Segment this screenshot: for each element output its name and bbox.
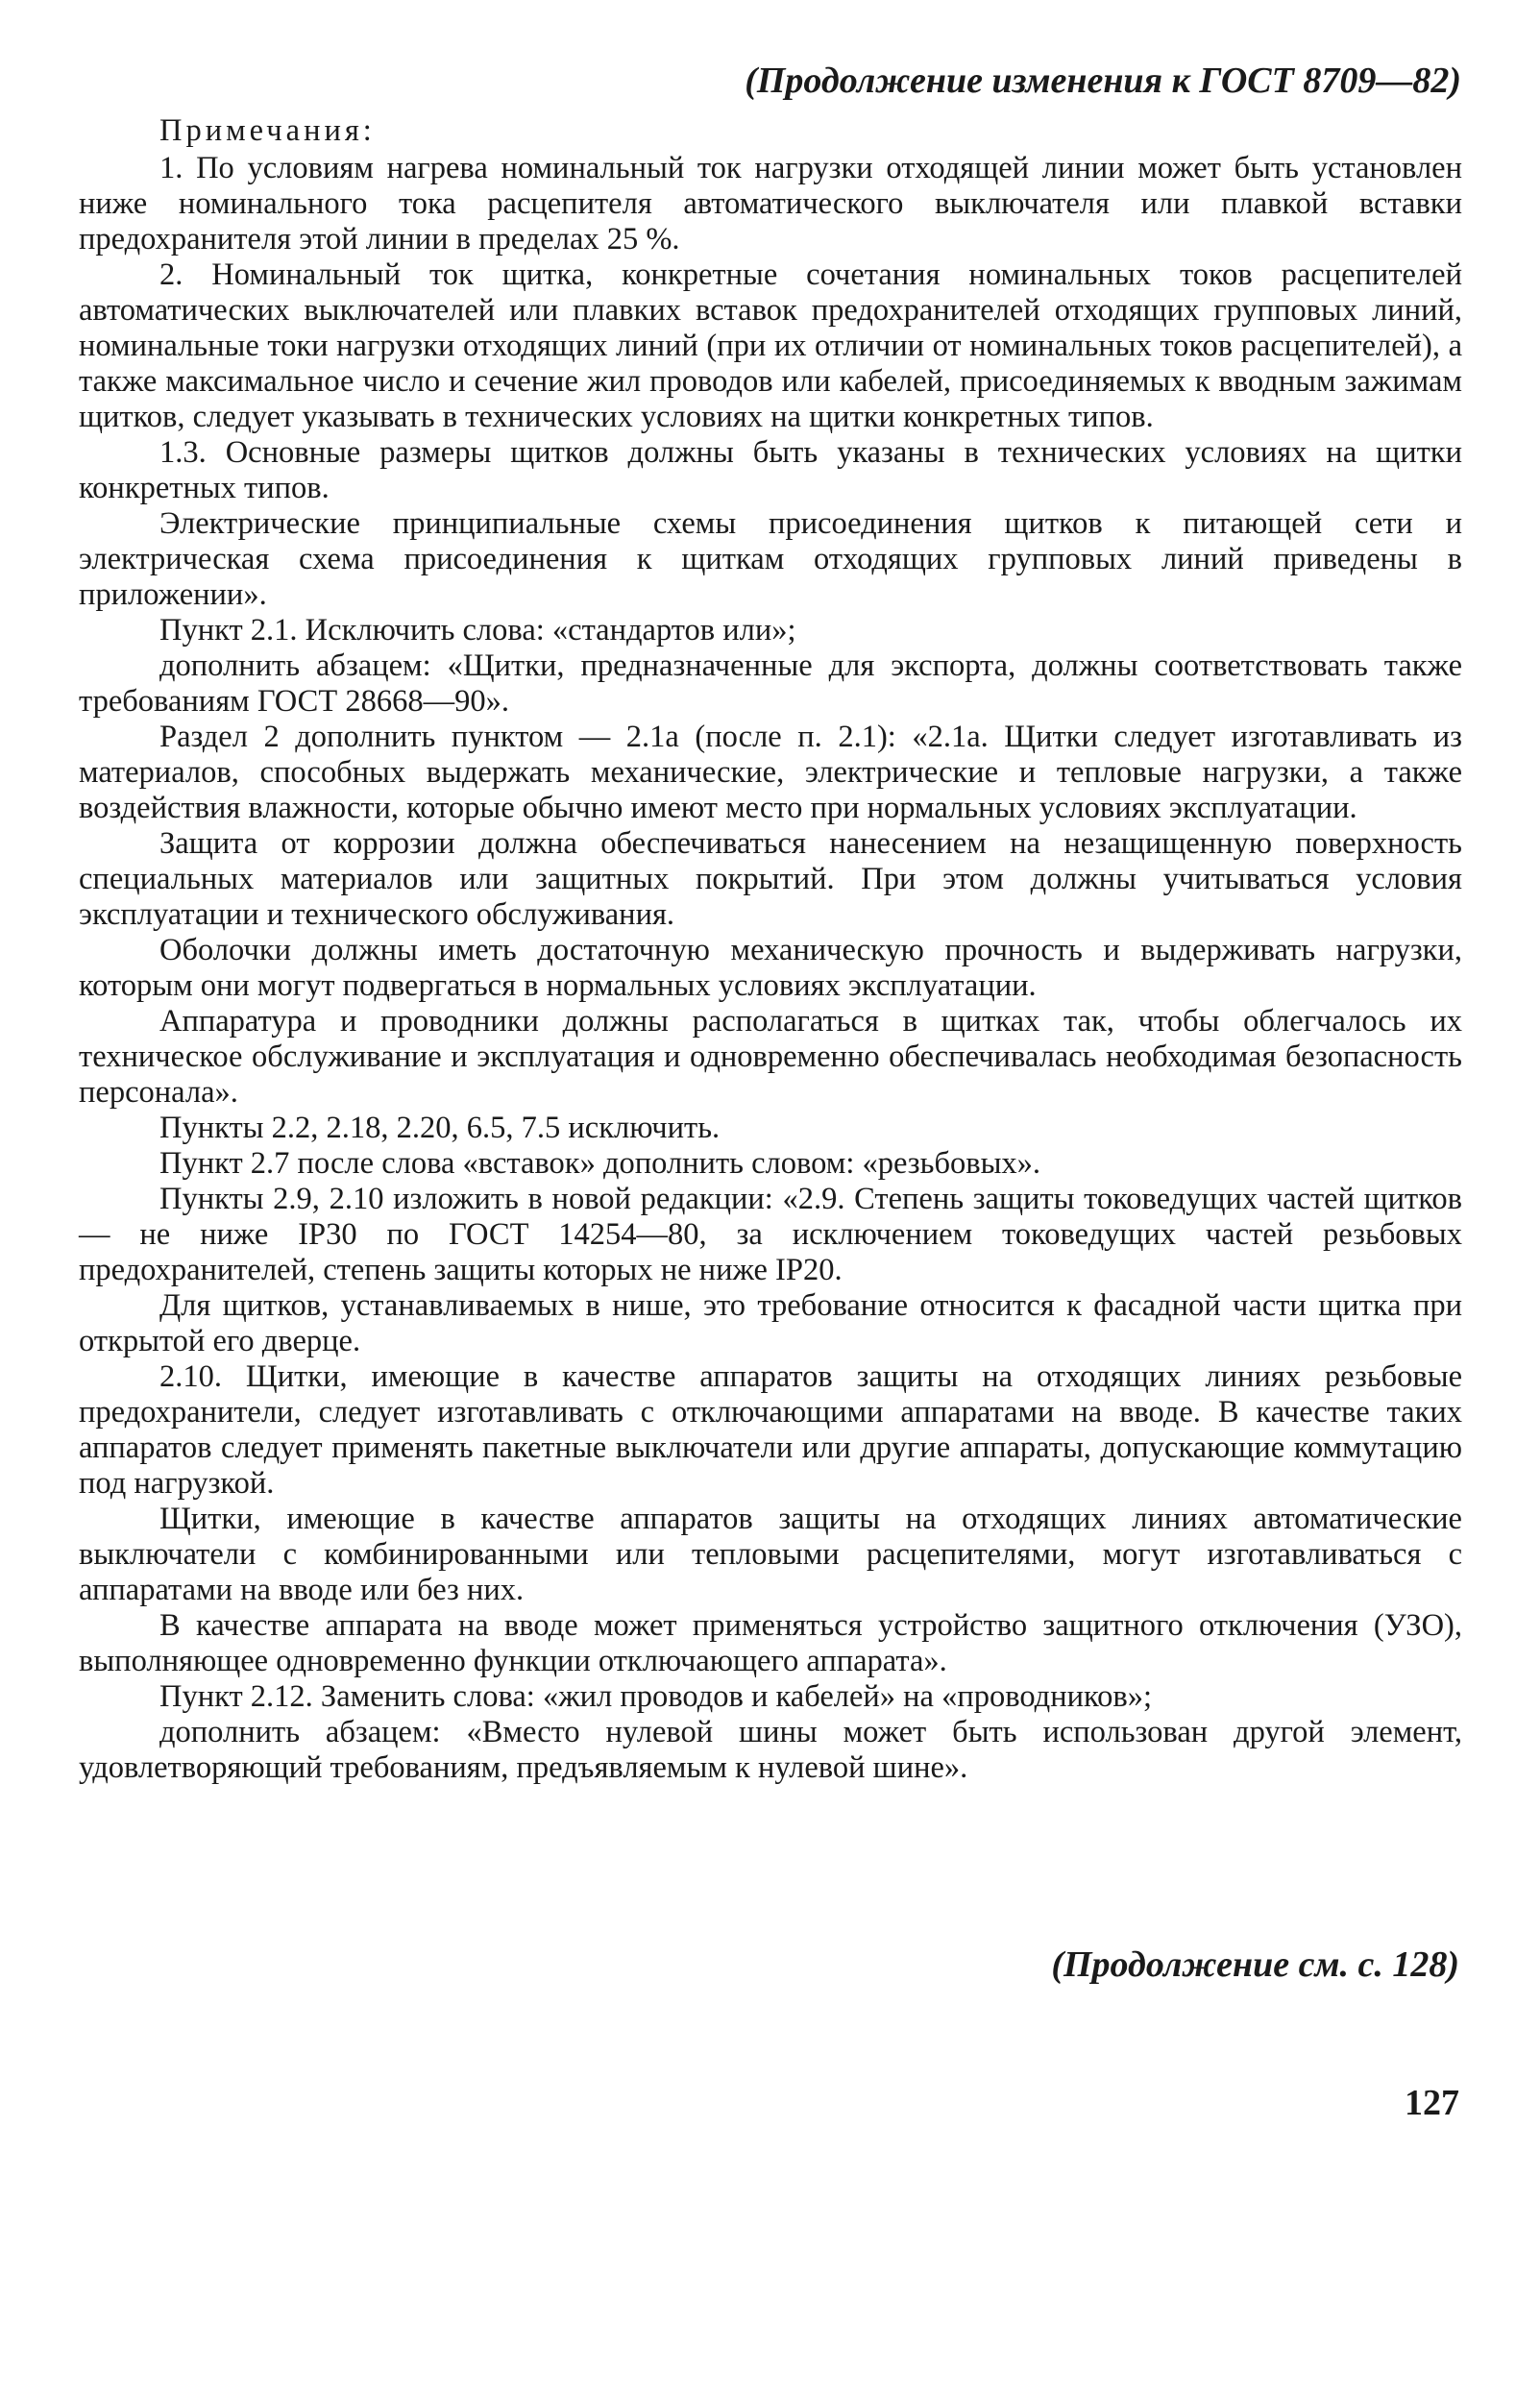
paragraph: Пункт 2.7 после слова «вставок» дополнить словом: «резьбовых». [159, 1146, 1041, 1181]
paragraph: дополнить абзацем: «Щитки, предназначенные для экспорта, должны соответствовать также требованиям ГОСТ 28668—90». [79, 648, 1462, 719]
paragraph: Пункты 2.2, 2.18, 2.20, 6.5, 7.5 исключить. [159, 1111, 721, 1145]
paragraph: Щитки, имеющие в качестве аппаратов защиты на отходящих линиях автоматические выключатели с комбинированными или тепловыми расцепителями, могут изготавливаться с аппаратами на вводе или без них. [79, 1502, 1462, 1607]
paragraph: Пункт 2.1. Исключить слова: «стандартов или»; [159, 613, 796, 648]
paragraph: Пункты 2.9, 2.10 изложить в новой редакции: «2.9. Степень защиты токоведущих частей щитков — не ниже IP30 по ГОСТ 14254—80, за исключением токоведущих частей резьбовых предохранителей, степень защиты которых не ниже IP20. [79, 1182, 1462, 1287]
paragraph: 2.10. Щитки, имеющие в качестве аппаратов защиты на отходящих линиях резьбовые предохранители, следует изготавливать с отключающими аппаратами на вводе. В качестве таких аппаратов следует применять пакетные выключатели или другие аппараты, допускающие коммутацию под нагрузкой. [79, 1359, 1462, 1501]
paragraph: Пункт 2.12. Заменить слова: «жил проводов и кабелей» на «проводников»; [159, 1679, 1153, 1714]
paragraph: Электрические принципиальные схемы присоединения щитков к питающей сети и электрическая схема присоединения к щиткам отходящих групповых линий приведены в приложении». [79, 506, 1462, 612]
paragraph: 1. По условиям нагрева номинальный ток нагрузки отходящей линии может быть установлен ниже номинального тока расцепителя автоматического выключателя или плавкой вставки предохранителя этой линии в пределах 25 %. [79, 151, 1462, 257]
continuation-note: (Продолжение см. с. 128) [1051, 1944, 1459, 1985]
paragraph: дополнить абзацем: «Вместо нулевой шины может быть использован другой элемент, удовлетворяющий требованиям, предъявляемым к нулевой шине». [79, 1715, 1462, 1785]
paragraph: Раздел 2 дополнить пунктом — 2.1а (после п. 2.1): «2.1а. Щитки следует изготавливать из материалов, способных выдержать механические, электрические и тепловые нагрузки, а также воздействия влажности, которые обычно имеют место при нормальных условиях эксплуатации. [79, 720, 1462, 825]
paragraph: 1.3. Основные размеры щитков должны быть указаны в технических условиях на щитки конкретных типов. [79, 435, 1462, 505]
page-header: (Продолжение изменения к ГОСТ 8709—82) [745, 61, 1461, 101]
paragraph: Для щитков, устанавливаемых в нише, это требование относится к фасадной части щитка при открытой его дверце. [79, 1288, 1462, 1358]
paragraph: Аппаратура и проводники должны располагаться в щитках так, чтобы облегчалось их техническое обслуживание и эксплуатация и одновременно обеспечивалась необходимая безопасность персонала». [79, 1004, 1462, 1110]
paragraph: В качестве аппарата на вводе может применяться устройство защитного отключения (УЗО), выполняющее одновременно функции отключающего аппарата». [79, 1608, 1462, 1678]
paragraph: 2. Номинальный ток щитка, конкретные сочетания номинальных токов расцепителей автоматических выключателей или плавких вставок предохранителей отходящих групповых линий, номинальные токи нагрузки отходящих линий (при их отличии от номинальных токов расцепителей), а также максимальное число и сечение жил проводов или кабелей, присоединяемых к вводным зажимам щитков, следует указывать в технических условиях на щитки конкретных типов. [79, 257, 1462, 434]
paragraph: Оболочки должны иметь достаточную механическую прочность и выдерживать нагрузки, которым они могут подвергаться в нормальных условиях эксплуатации. [79, 933, 1462, 1003]
notes-heading: Примечания: [159, 113, 376, 148]
document-body [79, 113, 1462, 1786]
paragraph: Защита от коррозии должна обеспечиваться нанесением на незащищенную поверхность специальных материалов или защитных покрытий. При этом должны учитываться условия эксплуатации и технического обслуживания. [79, 826, 1462, 932]
page-number: 127 [1405, 2083, 1459, 2123]
